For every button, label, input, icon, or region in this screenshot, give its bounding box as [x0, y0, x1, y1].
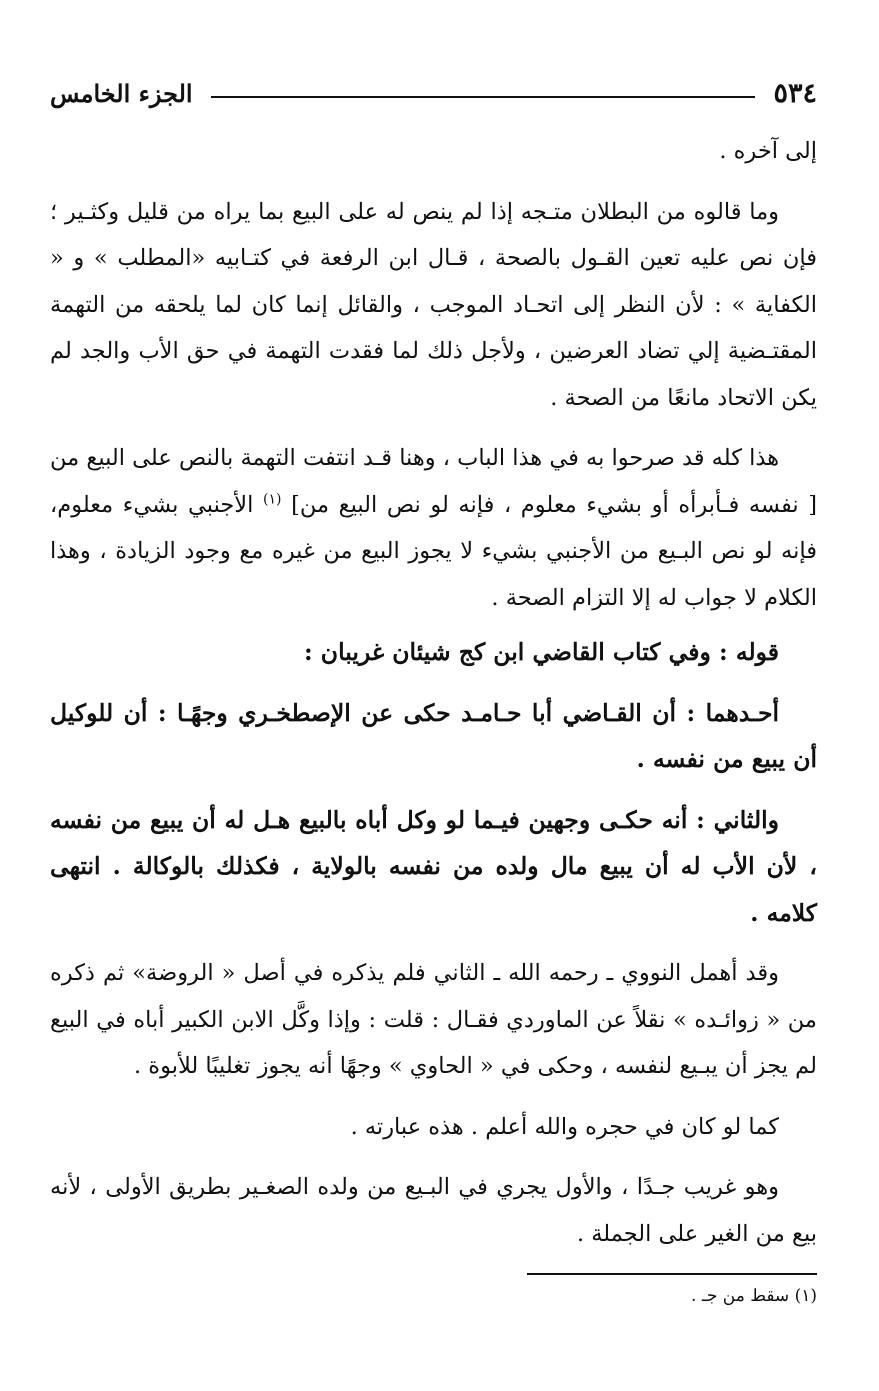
- footnote-reference: (١): [262, 491, 282, 507]
- paragraph-text: الأجنبي بشيء معلوم، فإنه لو نص البـيع من الأجنبي بشيء لا يجوز البيع من غيره مع وجود الزيادة ، وهذا الكلام لا جواب له إلا التزام الصحة .: [50, 491, 817, 611]
- paragraph: قوله : وفي كتاب القاضي ابن كج شيئان غريبان :: [303, 638, 779, 666]
- paragraph: وقد أهمل النووي ـ رحمه الله ـ الثاني فلم يذكره في أصل « الروضة» ثم ذكره من « زوائـده » نقلاً عن الماوردي فقـال : قلت : وإذا وكَّل الابن الكبير أباه في البيع لم يجز أن يبـيع لنفسه ، وحكى في « الحاوي » وجهًا أنه يجوز تغليبًا للأبوة .: [50, 960, 817, 1079]
- footnote-separator: [527, 1273, 817, 1275]
- paragraph: إلى آخره .: [719, 138, 817, 164]
- paragraph: [50, 435, 817, 621]
- header-rule: [211, 96, 756, 98]
- footnote: (١) سقط من جـ .: [691, 1286, 817, 1306]
- paragraph: وما قالوه من البطلان متـجه إذا لم ينص له على البيع بما يراه من قليل وكثـير ؛ فإن نص عليه تعين القـول بالصحة ، قـال ابن الرفعة في كتـابيه «المطلب » و « الكفاية » : لأن النظر إلى اتحـاد الموجب ، والقائل إنما كان لما يلحقه من التهمة المقتـضية إلي تضاد العرضين ، ولأجل ذلك لما فقدت التهمة في حق الأب والجد لم يكن الاتحاد مانعًا من الصحة .: [50, 198, 817, 411]
- volume-title: الجزء الخامس: [50, 78, 193, 108]
- page-body: [50, 128, 817, 1271]
- paragraph: وهو غريب جـدًا ، والأول يجري في البـيع من ولده الصغـير بطريق الأولى ، لأنه بيع من الغير على الجملة .: [50, 1174, 817, 1247]
- paragraph: أحـدهما : أن القـاضي أبا حـامـد حكى عن الإصطخـري وجهًـا : أن للوكيل أن يبيع من نفسه .: [50, 698, 817, 773]
- paragraph: كما لو كان في حجره والله أعلم . هذه عبارته .: [350, 1113, 779, 1140]
- page-number: ٥٣٤: [773, 77, 817, 109]
- paragraph-text: هذا كله قد صرحوا به في هذا الباب ، وهنا قـد انتفت التهمة بالنص على البيع من [ نفسه فـأبرأه أو بشيء معلوم ، فإنه لو نص البيع من]: [50, 445, 818, 518]
- page-header: [50, 68, 817, 118]
- paragraph: والثاني : أنه حكـى وجهين فيـما لو وكل أباه بالبيع هـل له أن يبيع من نفسه ، لأن الأب له أن يبيع مال ولده من نفسه بالولاية ، فكذلك بالوكالة . انتهى كلامه .: [50, 805, 817, 927]
